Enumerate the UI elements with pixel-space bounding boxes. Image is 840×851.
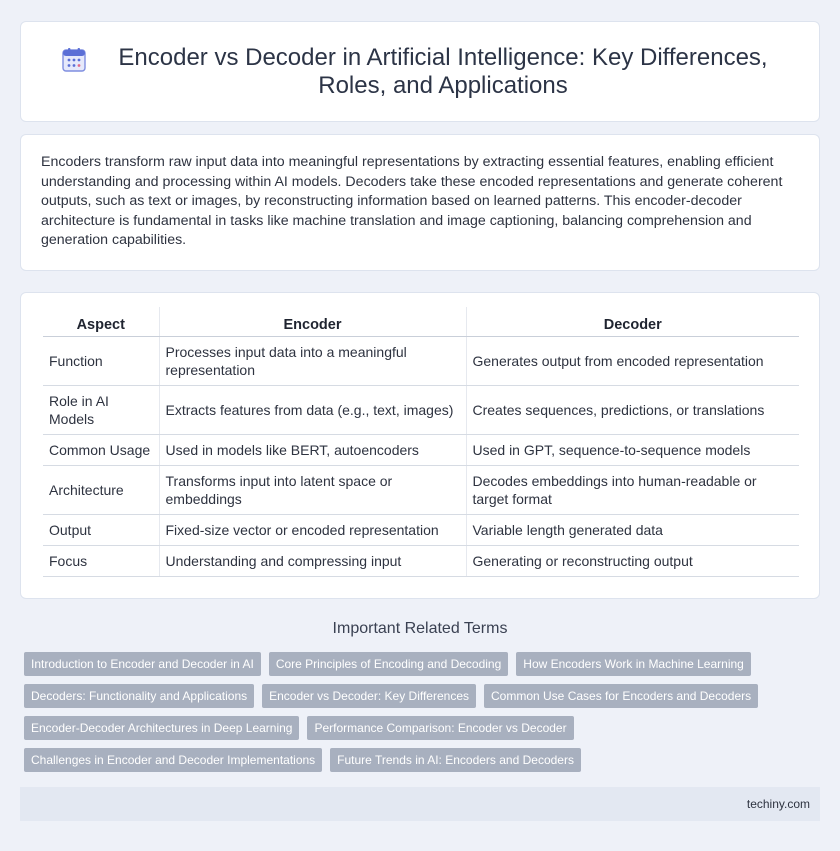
page-title: Encoder vs Decoder in Artificial Intelligence: Key Differences, Roles, and Applications: [118, 43, 768, 99]
table-row: [43, 466, 799, 515]
intro-paragraph: Encoders transform raw input data into meaningful representations by extracting essential features, enabling efficient understanding and processing within AI models. Decoders take these encoded representations and generate coherent outputs, such as text or images, by reconstructing information based on learned patterns. This encoder-decoder architecture is fundamental in tasks like machine translation and image captioning, balancing comprehension and generation capabilities.: [41, 154, 783, 249]
table-cell: Used in models like BERT, autoencoders: [159, 435, 466, 466]
site-name[interactable]: techiny.com: [746, 797, 810, 811]
related-term-link[interactable]: Decoders: Functionality and Applications: [24, 684, 254, 708]
calendar-icon: [61, 47, 87, 73]
table-cell: Output: [43, 515, 159, 546]
table-cell: Transforms input into latent space or embeddings: [159, 466, 466, 515]
related-term-link[interactable]: Introduction to Encoder and Decoder in AI: [24, 652, 261, 676]
comparison-table: [43, 307, 799, 577]
related-terms-title: Important Related Terms: [332, 620, 508, 637]
table-cell: Variable length generated data: [466, 515, 799, 546]
related-term-link[interactable]: Challenges in Encoder and Decoder Implementations: [24, 748, 322, 772]
table-cell: Focus: [43, 546, 159, 577]
column-header: Encoder: [159, 307, 466, 337]
intro-card: [20, 134, 820, 271]
title-card: [20, 21, 820, 122]
table-cell: Common Usage: [43, 435, 159, 466]
table-cell: Generates output from encoded representation: [466, 337, 799, 386]
comparison-card: [20, 292, 820, 599]
table-row: [43, 515, 799, 546]
footer: [20, 787, 820, 821]
table-cell: Used in GPT, sequence-to-sequence models: [466, 435, 799, 466]
related-term-link[interactable]: Common Use Cases for Encoders and Decoders: [484, 684, 758, 708]
table-cell: Processes input data into a meaningful representation: [159, 337, 466, 386]
related-term-link[interactable]: Encoder-Decoder Architectures in Deep Learning: [24, 716, 299, 740]
related-term-link[interactable]: Future Trends in AI: Encoders and Decoders: [330, 748, 581, 772]
table-row: [43, 546, 799, 577]
table-cell: Extracts features from data (e.g., text, images): [159, 386, 466, 435]
table-cell: Decodes embeddings into human-readable or target format: [466, 466, 799, 515]
table-cell: Role in AI Models: [43, 386, 159, 435]
related-term-link[interactable]: Performance Comparison: Encoder vs Decoder: [307, 716, 573, 740]
table-cell: Architecture: [43, 466, 159, 515]
table-cell: Generating or reconstructing output: [466, 546, 799, 577]
table-cell: Understanding and compressing input: [159, 546, 466, 577]
table-cell: Function: [43, 337, 159, 386]
table-header-row: [43, 307, 799, 337]
related-term-link[interactable]: Core Principles of Encoding and Decoding: [269, 652, 508, 676]
column-header: Decoder: [466, 307, 799, 337]
table-cell: Creates sequences, predictions, or translations: [466, 386, 799, 435]
table-cell: Fixed-size vector or encoded representation: [159, 515, 466, 546]
column-header: Aspect: [43, 307, 159, 337]
related-term-link[interactable]: How Encoders Work in Machine Learning: [516, 652, 751, 676]
table-row: [43, 337, 799, 386]
table-row: [43, 386, 799, 435]
related-term-link[interactable]: Encoder vs Decoder: Key Differences: [262, 684, 476, 708]
table-row: [43, 435, 799, 466]
related-terms-list: [24, 652, 816, 780]
